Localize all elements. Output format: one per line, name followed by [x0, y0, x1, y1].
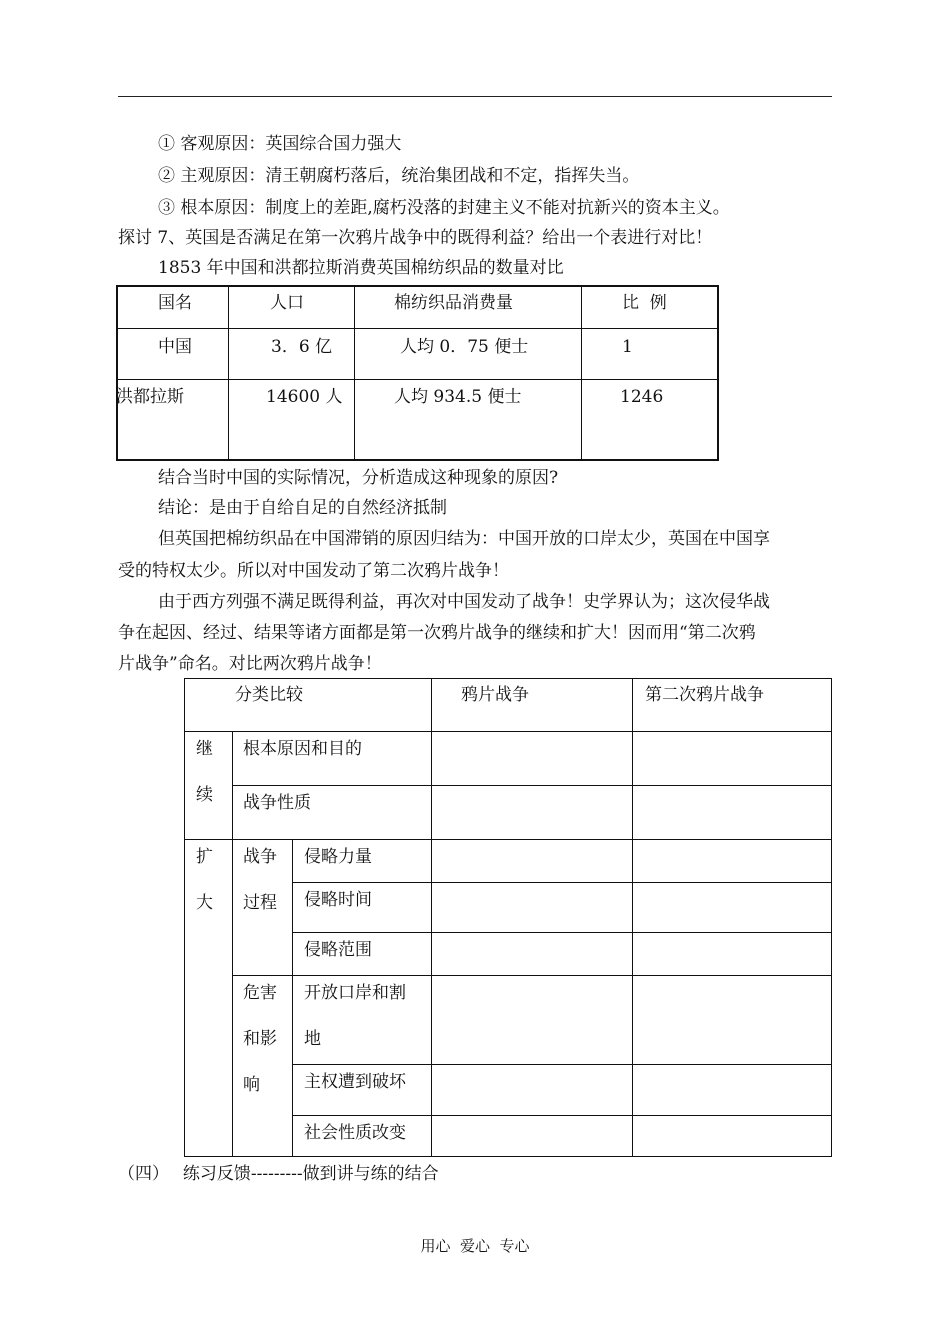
sub-harm-impact: 和影	[243, 1029, 277, 1049]
reason-fundamental: ③ 根本原因：制度上的差距,腐朽没落的封建主义不能对抗新兴的资本主义。	[158, 198, 730, 218]
sub-war-process: 过程	[243, 893, 277, 913]
paragraph-1-line-2: 受的特权太少。所以对中国发动了第二次鸦片战争！	[118, 561, 509, 581]
paragraph-2-line-2: 争在起因、经过、结果等诸方面都是第一次鸦片战争的继续和扩大！因而用“第二次鸦	[118, 623, 756, 643]
table1-header-ratio: 比 例	[622, 293, 667, 313]
explore-7-heading: 探讨 7、英国是否满足在第一次鸦片战争中的既得利益？给出一个表进行对比！	[118, 228, 713, 248]
paragraph-1-line-1: 但英国把棉纺织品在中国滞销的原因归结为：中国开放的口岸太少，英国在中国享	[158, 529, 770, 549]
table1-cell: 人均 934.5 便士	[394, 387, 522, 407]
header-rule	[118, 96, 832, 97]
table1-cell: 洪都拉斯	[116, 387, 184, 407]
table1-cell: 人均 0．75 便士	[400, 337, 529, 357]
header-second-opium-war: 第二次鸦片战争	[645, 685, 764, 705]
table1-cell: 3．6 亿	[271, 337, 333, 357]
header-category: 分类比较	[235, 685, 303, 705]
reason-objective: ① 客观原因：英国综合国力强大	[158, 134, 402, 154]
reason-subjective: ② 主观原因：清王朝腐朽落后，统治集团战和不定，指挥失当。	[158, 166, 640, 186]
table1-header-country: 国名	[158, 293, 192, 313]
analysis-question: 结合当时中国的实际情况，分析造成这种现象的原因?	[158, 468, 559, 488]
paragraph-2-line-3: 片战争”命名。对比两次鸦片战争！	[118, 654, 382, 674]
row-war-nature: 战争性质	[243, 793, 311, 813]
table1-cell: 1	[622, 337, 633, 357]
row-sovereignty: 主权遭到破坏	[304, 1072, 406, 1092]
table1-header-population: 人口	[270, 293, 304, 313]
sub-harm-impact: 危害	[243, 983, 277, 1003]
row-invasion-time: 侵略时间	[304, 890, 372, 910]
table1-cell: 1246	[620, 387, 664, 407]
row-open-ports: 地	[304, 1029, 321, 1049]
group-expand-char: 扩	[196, 847, 213, 867]
row-social-nature: 社会性质改变	[304, 1123, 406, 1143]
paragraph-2-line-1: 由于西方列强不满足既得利益，再次对中国发动了战争！史学界认为；这次侵华战	[158, 592, 770, 612]
sub-harm-impact: 响	[243, 1075, 260, 1095]
section-4-heading: （四） 练习反馈---------做到讲与练的结合	[118, 1164, 439, 1184]
table1-caption: 1853 年中国和洪都拉斯消费英国棉纺织品的数量对比	[158, 258, 564, 278]
header-first-opium-war: 鸦片战争	[461, 685, 529, 705]
conclusion: 结论：是由于自给自足的自然经济抵制	[158, 498, 447, 518]
table1-cell: 14600 人	[266, 387, 343, 407]
page-footer: 用心 爱心 专心	[420, 1237, 530, 1255]
table1-cell: 中国	[158, 337, 192, 357]
row-invasion-force: 侵略力量	[304, 847, 372, 867]
row-root-cause: 根本原因和目的	[243, 739, 362, 759]
group-continue-char: 续	[196, 785, 213, 805]
consumption-comparison-table	[116, 285, 719, 461]
opium-wars-comparison-table	[184, 678, 832, 1157]
row-invasion-scope: 侵略范围	[304, 940, 372, 960]
group-expand-char: 大	[196, 893, 213, 913]
group-continue-char: 继	[196, 739, 213, 759]
row-open-ports: 开放口岸和割	[304, 983, 406, 1003]
sub-war-process: 战争	[243, 847, 277, 867]
table1-header-consumption: 棉纺织品消费量	[394, 293, 513, 313]
